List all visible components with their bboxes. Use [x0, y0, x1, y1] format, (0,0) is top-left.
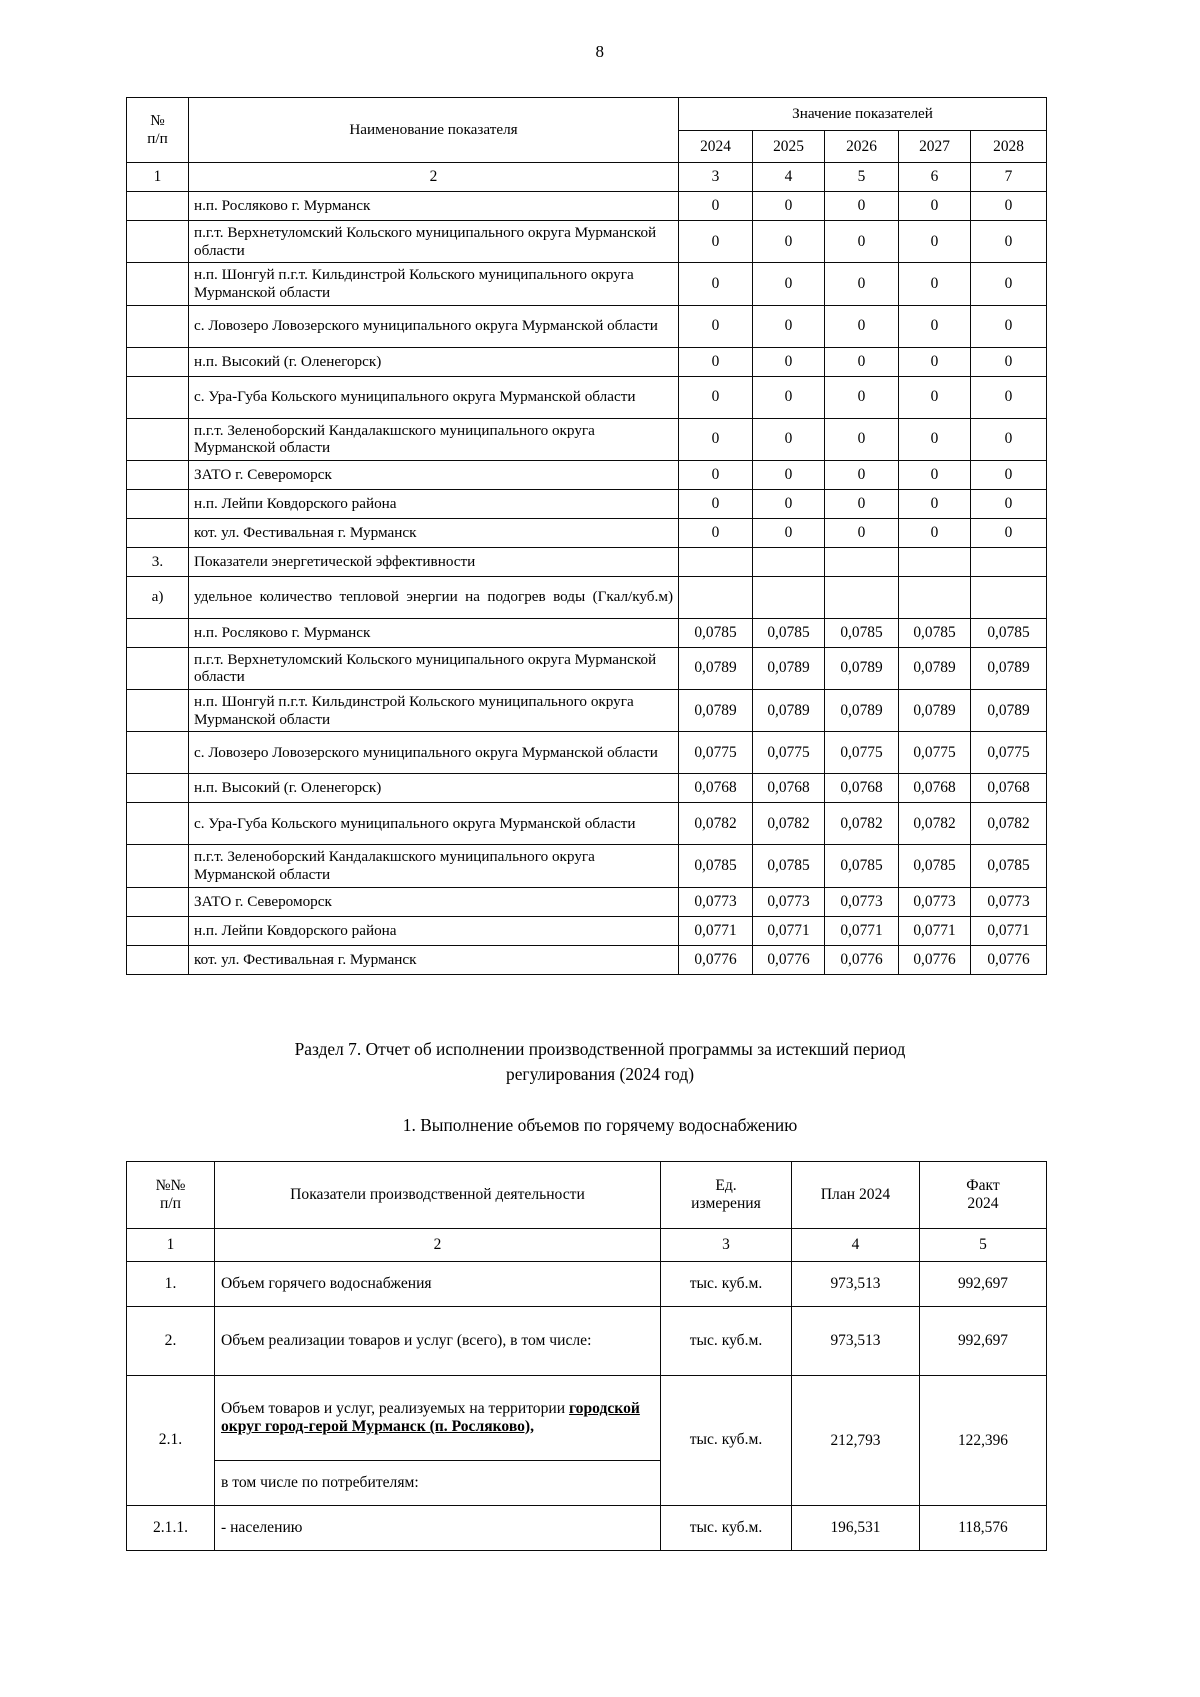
value-cell-2025: 0: [753, 376, 825, 418]
value-cell-2024: 0: [679, 192, 753, 221]
table-row: [127, 305, 1047, 347]
table1-header-year-2024: 2024: [679, 131, 753, 163]
row-number-cell: 2.1.: [127, 1376, 215, 1506]
table-row: [127, 647, 1047, 689]
table2-header-unit-line2: измерения: [691, 1195, 761, 1212]
value-cell-2027: 0: [899, 518, 971, 547]
table1-header-year-2025: 2025: [753, 131, 825, 163]
table2-header-number-line1: №№: [155, 1176, 186, 1194]
value-cell-2024: [679, 547, 753, 576]
value-cell-2028: 0,0773: [971, 887, 1047, 916]
indicator-name-cell: удельное количество тепловой энергии на подогрев воды (Гкал/куб.м): [189, 576, 679, 618]
value-cell-2026: 0: [825, 221, 899, 263]
value-cell-2026: 0: [825, 418, 899, 460]
value-cell-2024: 0,0775: [679, 732, 753, 774]
table2-header-unit-col: [661, 1162, 792, 1229]
table2-header-fact-line1: Факт: [966, 1176, 1000, 1194]
value-cell-2025: 0: [753, 518, 825, 547]
value-cell-2024: 0: [679, 460, 753, 489]
table-row: [127, 916, 1047, 945]
plan-cell: 973,513: [792, 1262, 920, 1307]
row-number-cell: [127, 221, 189, 263]
value-cell-2028: [971, 576, 1047, 618]
value-cell-2024: [679, 576, 753, 618]
unit-cell: тыс. куб.м.: [661, 1506, 792, 1551]
row-number-cell: [127, 347, 189, 376]
indicator-name-cell: Объем горячего водоснабжения: [215, 1262, 661, 1307]
indicator-name-highlight: городской округ город-герой Мурманск (п. Росляково),: [221, 1399, 640, 1435]
execution-table-wrapper: [126, 1161, 1046, 1551]
indicator-name-cell: н.п. Лейпи Ковдорского района: [189, 916, 679, 945]
value-cell-2025: [753, 576, 825, 618]
value-cell-2024: 0: [679, 263, 753, 305]
value-cell-2027: 0,0773: [899, 887, 971, 916]
value-cell-2025: 0: [753, 192, 825, 221]
table1-colnum-4: 4: [753, 163, 825, 192]
value-cell-2027: 0,0776: [899, 945, 971, 974]
table1-header-year-2027: 2027: [899, 131, 971, 163]
table1-colnum-5: 5: [825, 163, 899, 192]
value-cell-2024: 0,0789: [679, 647, 753, 689]
row-number-cell: [127, 489, 189, 518]
table-row: [127, 887, 1047, 916]
value-cell-2028: 0,0776: [971, 945, 1047, 974]
value-cell-2026: 0: [825, 263, 899, 305]
value-cell-2025: 0,0773: [753, 887, 825, 916]
value-cell-2026: 0,0785: [825, 618, 899, 647]
indicators-table-wrapper: [126, 97, 1046, 975]
value-cell-2025: 0,0768: [753, 774, 825, 803]
row-number-cell: [127, 376, 189, 418]
indicator-name-cell: с. Ловозеро Ловозерского муниципального округа Мурманской области: [189, 732, 679, 774]
value-cell-2028: 0,0785: [971, 845, 1047, 887]
indicator-name-cell: п.г.т. Верхнетуломский Кольского муниципального округа Мурманской области: [189, 221, 679, 263]
table-row: [127, 945, 1047, 974]
value-cell-2026: 0,0775: [825, 732, 899, 774]
value-cell-2025: 0,0789: [753, 690, 825, 732]
row-number-cell: [127, 263, 189, 305]
table2-header-number-col: [127, 1162, 215, 1229]
value-cell-2025: [753, 547, 825, 576]
value-cell-2027: 0: [899, 305, 971, 347]
table1-colnum-1: 1: [127, 163, 189, 192]
plan-cell: 212,793: [792, 1376, 920, 1506]
indicators-table: [126, 97, 1047, 975]
value-cell-2027: 0,0785: [899, 618, 971, 647]
value-cell-2027: [899, 576, 971, 618]
table1-header-number-line2: п/п: [147, 130, 168, 147]
table-row: [127, 518, 1047, 547]
row-number-cell: 1.: [127, 1262, 215, 1307]
table2-header-name-col: Показатели производственной деятельности: [215, 1162, 661, 1229]
fact-cell: 122,396: [920, 1376, 1047, 1506]
row-number-cell: [127, 945, 189, 974]
value-cell-2024: 0,0776: [679, 945, 753, 974]
value-cell-2025: 0,0782: [753, 803, 825, 845]
value-cell-2028: 0,0775: [971, 732, 1047, 774]
value-cell-2025: 0,0785: [753, 618, 825, 647]
table1-colnum-2: 2: [189, 163, 679, 192]
value-cell-2025: 0: [753, 221, 825, 263]
value-cell-2027: 0: [899, 347, 971, 376]
indicator-name-cell: Показатели энергетической эффективности: [189, 547, 679, 576]
value-cell-2027: [899, 547, 971, 576]
table2-header-row: [127, 1162, 1047, 1229]
row-number-cell: [127, 192, 189, 221]
value-cell-2028: [971, 547, 1047, 576]
value-cell-2025: 0,0771: [753, 916, 825, 945]
value-cell-2025: 0,0775: [753, 732, 825, 774]
row-number-cell: а): [127, 576, 189, 618]
table1-column-number-row: [127, 163, 1047, 192]
value-cell-2025: 0,0776: [753, 945, 825, 974]
page-number: 8: [595, 42, 605, 61]
value-cell-2024: 0,0782: [679, 803, 753, 845]
table1-header-name-col: Наименование показателя: [189, 98, 679, 163]
row-number-cell: [127, 845, 189, 887]
value-cell-2026: 0: [825, 305, 899, 347]
value-cell-2024: 0,0773: [679, 887, 753, 916]
value-cell-2024: 0,0785: [679, 618, 753, 647]
indicator-name-cell: н.п. Росляково г. Мурманск: [189, 618, 679, 647]
indicator-name-cell: н.п. Шонгуй п.г.т. Кильдинстрой Кольского муниципального округа Мурманской области: [189, 690, 679, 732]
indicator-name-cell: н.п. Высокий (г. Оленегорск): [189, 347, 679, 376]
row-number-cell: [127, 690, 189, 732]
indicator-name-cell: кот. ул. Фестивальная г. Мурманск: [189, 518, 679, 547]
value-cell-2027: 0,0771: [899, 916, 971, 945]
indicator-name-cell: кот. ул. Фестивальная г. Мурманск: [189, 945, 679, 974]
value-cell-2027: 0: [899, 263, 971, 305]
section-heading-line1: Раздел 7. Отчет об исполнении производственной программы за истекший период: [294, 1039, 906, 1059]
execution-table: [126, 1161, 1047, 1551]
table1-header-year-2028: 2028: [971, 131, 1047, 163]
table2-colnum-1: 1: [127, 1229, 215, 1262]
value-cell-2026: 0: [825, 192, 899, 221]
unit-cell: тыс. куб.м.: [661, 1262, 792, 1307]
value-cell-2026: [825, 576, 899, 618]
table2-header-number-line2: п/п: [159, 1195, 182, 1212]
value-cell-2027: 0,0782: [899, 803, 971, 845]
row-number-cell: 2.: [127, 1307, 215, 1376]
indicator-name-cell: н.п. Лейпи Ковдорского района: [189, 489, 679, 518]
value-cell-2024: 0,0785: [679, 845, 753, 887]
table-row: [127, 1262, 1047, 1307]
value-cell-2026: 0,0776: [825, 945, 899, 974]
value-cell-2024: 0: [679, 221, 753, 263]
fact-cell: 992,697: [920, 1262, 1047, 1307]
table2-column-number-row: [127, 1229, 1047, 1262]
value-cell-2027: 0,0775: [899, 732, 971, 774]
table-row: [127, 774, 1047, 803]
value-cell-2028: 0: [971, 221, 1047, 263]
table-row: [127, 576, 1047, 618]
row-number-cell: [127, 618, 189, 647]
indicator-name-cell: с. Ура-Губа Кольского муниципального округа Мурманской области: [189, 803, 679, 845]
value-cell-2028: 0,0789: [971, 690, 1047, 732]
unit-cell: тыс. куб.м.: [661, 1307, 792, 1376]
value-cell-2027: 0: [899, 460, 971, 489]
row-number-cell: 2.1.1.: [127, 1506, 215, 1551]
row-number-cell: [127, 916, 189, 945]
row-number-cell: [127, 774, 189, 803]
value-cell-2027: 0: [899, 192, 971, 221]
table-row: [127, 1307, 1047, 1376]
indicator-name-cell: н.п. Росляково г. Мурманск: [189, 192, 679, 221]
indicator-name-cell: н.п. Высокий (г. Оленегорск): [189, 774, 679, 803]
value-cell-2028: 0: [971, 376, 1047, 418]
value-cell-2026: 0,0771: [825, 916, 899, 945]
value-cell-2027: 0: [899, 418, 971, 460]
value-cell-2028: 0: [971, 489, 1047, 518]
value-cell-2026: 0,0782: [825, 803, 899, 845]
value-cell-2028: 0,0768: [971, 774, 1047, 803]
table2-colnum-2: 2: [215, 1229, 661, 1262]
value-cell-2025: 0: [753, 347, 825, 376]
indicator-name-cell: п.г.т. Зеленоборский Кандалакшского муниципального округа Мурманской области: [189, 845, 679, 887]
value-cell-2028: 0: [971, 347, 1047, 376]
value-cell-2024: 0: [679, 305, 753, 347]
value-cell-2024: 0,0789: [679, 690, 753, 732]
value-cell-2024: 0: [679, 376, 753, 418]
value-cell-2027: 0: [899, 489, 971, 518]
table-row: [127, 803, 1047, 845]
table-row: [127, 489, 1047, 518]
table1-header-number-line1: №: [150, 112, 165, 130]
table-row: [127, 460, 1047, 489]
value-cell-2025: 0,0789: [753, 647, 825, 689]
indicator-name-cell: п.г.т. Зеленоборский Кандалакшского муниципального округа Мурманской области: [189, 418, 679, 460]
value-cell-2027: 0,0768: [899, 774, 971, 803]
table1-header-row-1: [127, 98, 1047, 131]
value-cell-2024: 0: [679, 418, 753, 460]
table1-colnum-3: 3: [679, 163, 753, 192]
table2-header-fact-col: [920, 1162, 1047, 1229]
row-number-cell: [127, 732, 189, 774]
table2-header-fact-line2: 2024: [967, 1195, 999, 1212]
indicator-name-prefix: Объем товаров и услуг, реализуемых на территории: [221, 1399, 569, 1417]
value-cell-2028: 0: [971, 305, 1047, 347]
indicator-name-cell: с. Ура-Губа Кольского муниципального округа Мурманской области: [189, 376, 679, 418]
value-cell-2028: 0,0789: [971, 647, 1047, 689]
value-cell-2026: 0: [825, 489, 899, 518]
value-cell-2026: 0,0789: [825, 647, 899, 689]
value-cell-2026: 0: [825, 347, 899, 376]
value-cell-2027: 0,0789: [899, 690, 971, 732]
value-cell-2025: 0: [753, 305, 825, 347]
row-number-cell: 3.: [127, 547, 189, 576]
table1-header-number-col: [127, 98, 189, 163]
value-cell-2026: 0,0773: [825, 887, 899, 916]
indicator-name-cell: н.п. Шонгуй п.г.т. Кильдинстрой Кольского муниципального округа Мурманской области: [189, 263, 679, 305]
value-cell-2024: 0: [679, 489, 753, 518]
table-row: [127, 221, 1047, 263]
indicator-name-cell: Объем реализации товаров и услуг (всего), в том числе:: [215, 1307, 661, 1376]
value-cell-2028: 0,0782: [971, 803, 1047, 845]
plan-cell: 196,531: [792, 1506, 920, 1551]
table-row: [127, 690, 1047, 732]
table-row: [127, 263, 1047, 305]
value-cell-2025: 0,0785: [753, 845, 825, 887]
value-cell-2025: 0: [753, 418, 825, 460]
value-cell-2028: 0: [971, 192, 1047, 221]
value-cell-2025: 0: [753, 263, 825, 305]
value-cell-2027: 0,0785: [899, 845, 971, 887]
value-cell-2027: 0: [899, 221, 971, 263]
indicator-name-cell: с. Ловозеро Ловозерского муниципального округа Мурманской области: [189, 305, 679, 347]
value-cell-2028: 0: [971, 518, 1047, 547]
table2-colnum-4: 4: [792, 1229, 920, 1262]
table-row: [127, 347, 1047, 376]
indicator-name-cell: ЗАТО г. Североморск: [189, 887, 679, 916]
value-cell-2027: 0,0789: [899, 647, 971, 689]
table-row: [127, 418, 1047, 460]
value-cell-2024: 0,0771: [679, 916, 753, 945]
table1-colnum-6: 6: [899, 163, 971, 192]
value-cell-2028: 0,0771: [971, 916, 1047, 945]
table-row: [127, 618, 1047, 647]
table-row: [127, 1376, 1047, 1461]
row-number-cell: [127, 518, 189, 547]
value-cell-2028: 0: [971, 418, 1047, 460]
table-row: [127, 845, 1047, 887]
value-cell-2026: 0: [825, 460, 899, 489]
value-cell-2024: 0: [679, 518, 753, 547]
value-cell-2026: 0: [825, 376, 899, 418]
row-number-cell: [127, 460, 189, 489]
table2-header-plan-col: План 2024: [792, 1162, 920, 1229]
fact-cell: 992,697: [920, 1307, 1047, 1376]
value-cell-2026: 0,0789: [825, 690, 899, 732]
fact-cell: 118,576: [920, 1506, 1047, 1551]
value-cell-2026: 0,0785: [825, 845, 899, 887]
value-cell-2026: 0: [825, 518, 899, 547]
table-row: [127, 732, 1047, 774]
value-cell-2024: 0,0768: [679, 774, 753, 803]
value-cell-2028: 0: [971, 263, 1047, 305]
table2-colnum-3: 3: [661, 1229, 792, 1262]
value-cell-2027: 0: [899, 376, 971, 418]
table2-header-unit-line1: Ед.: [715, 1176, 737, 1194]
plan-cell: 973,513: [792, 1307, 920, 1376]
value-cell-2026: [825, 547, 899, 576]
section-heading: [0, 1037, 1200, 1086]
unit-cell: тыс. куб.м.: [661, 1376, 792, 1506]
indicator-name-cell: - населению: [215, 1506, 661, 1551]
indicator-name-cell: ЗАТО г. Североморск: [189, 460, 679, 489]
row-number-cell: [127, 305, 189, 347]
subsection-heading: 1. Выполнение объемов по горячему водоснабжению: [402, 1115, 798, 1135]
row-number-cell: [127, 803, 189, 845]
table1-header-values-group: Значение показателей: [679, 98, 1047, 131]
indicator-name-cell: п.г.т. Верхнетуломский Кольского муниципального округа Мурманской области: [189, 647, 679, 689]
value-cell-2026: 0,0768: [825, 774, 899, 803]
table-row: [127, 376, 1047, 418]
indicator-name-subline: в том числе по потребителям:: [215, 1461, 661, 1506]
indicator-name-cell: [215, 1376, 661, 1461]
table-row: [127, 192, 1047, 221]
section-heading-line2: регулирования (2024 год): [506, 1063, 694, 1084]
table-row: [127, 547, 1047, 576]
row-number-cell: [127, 418, 189, 460]
table-row: [127, 1506, 1047, 1551]
table1-header-year-2026: 2026: [825, 131, 899, 163]
row-number-cell: [127, 647, 189, 689]
row-number-cell: [127, 887, 189, 916]
value-cell-2028: 0: [971, 460, 1047, 489]
value-cell-2025: 0: [753, 460, 825, 489]
value-cell-2025: 0: [753, 489, 825, 518]
value-cell-2024: 0: [679, 347, 753, 376]
table2-colnum-5: 5: [920, 1229, 1047, 1262]
value-cell-2028: 0,0785: [971, 618, 1047, 647]
table1-colnum-7: 7: [971, 163, 1047, 192]
